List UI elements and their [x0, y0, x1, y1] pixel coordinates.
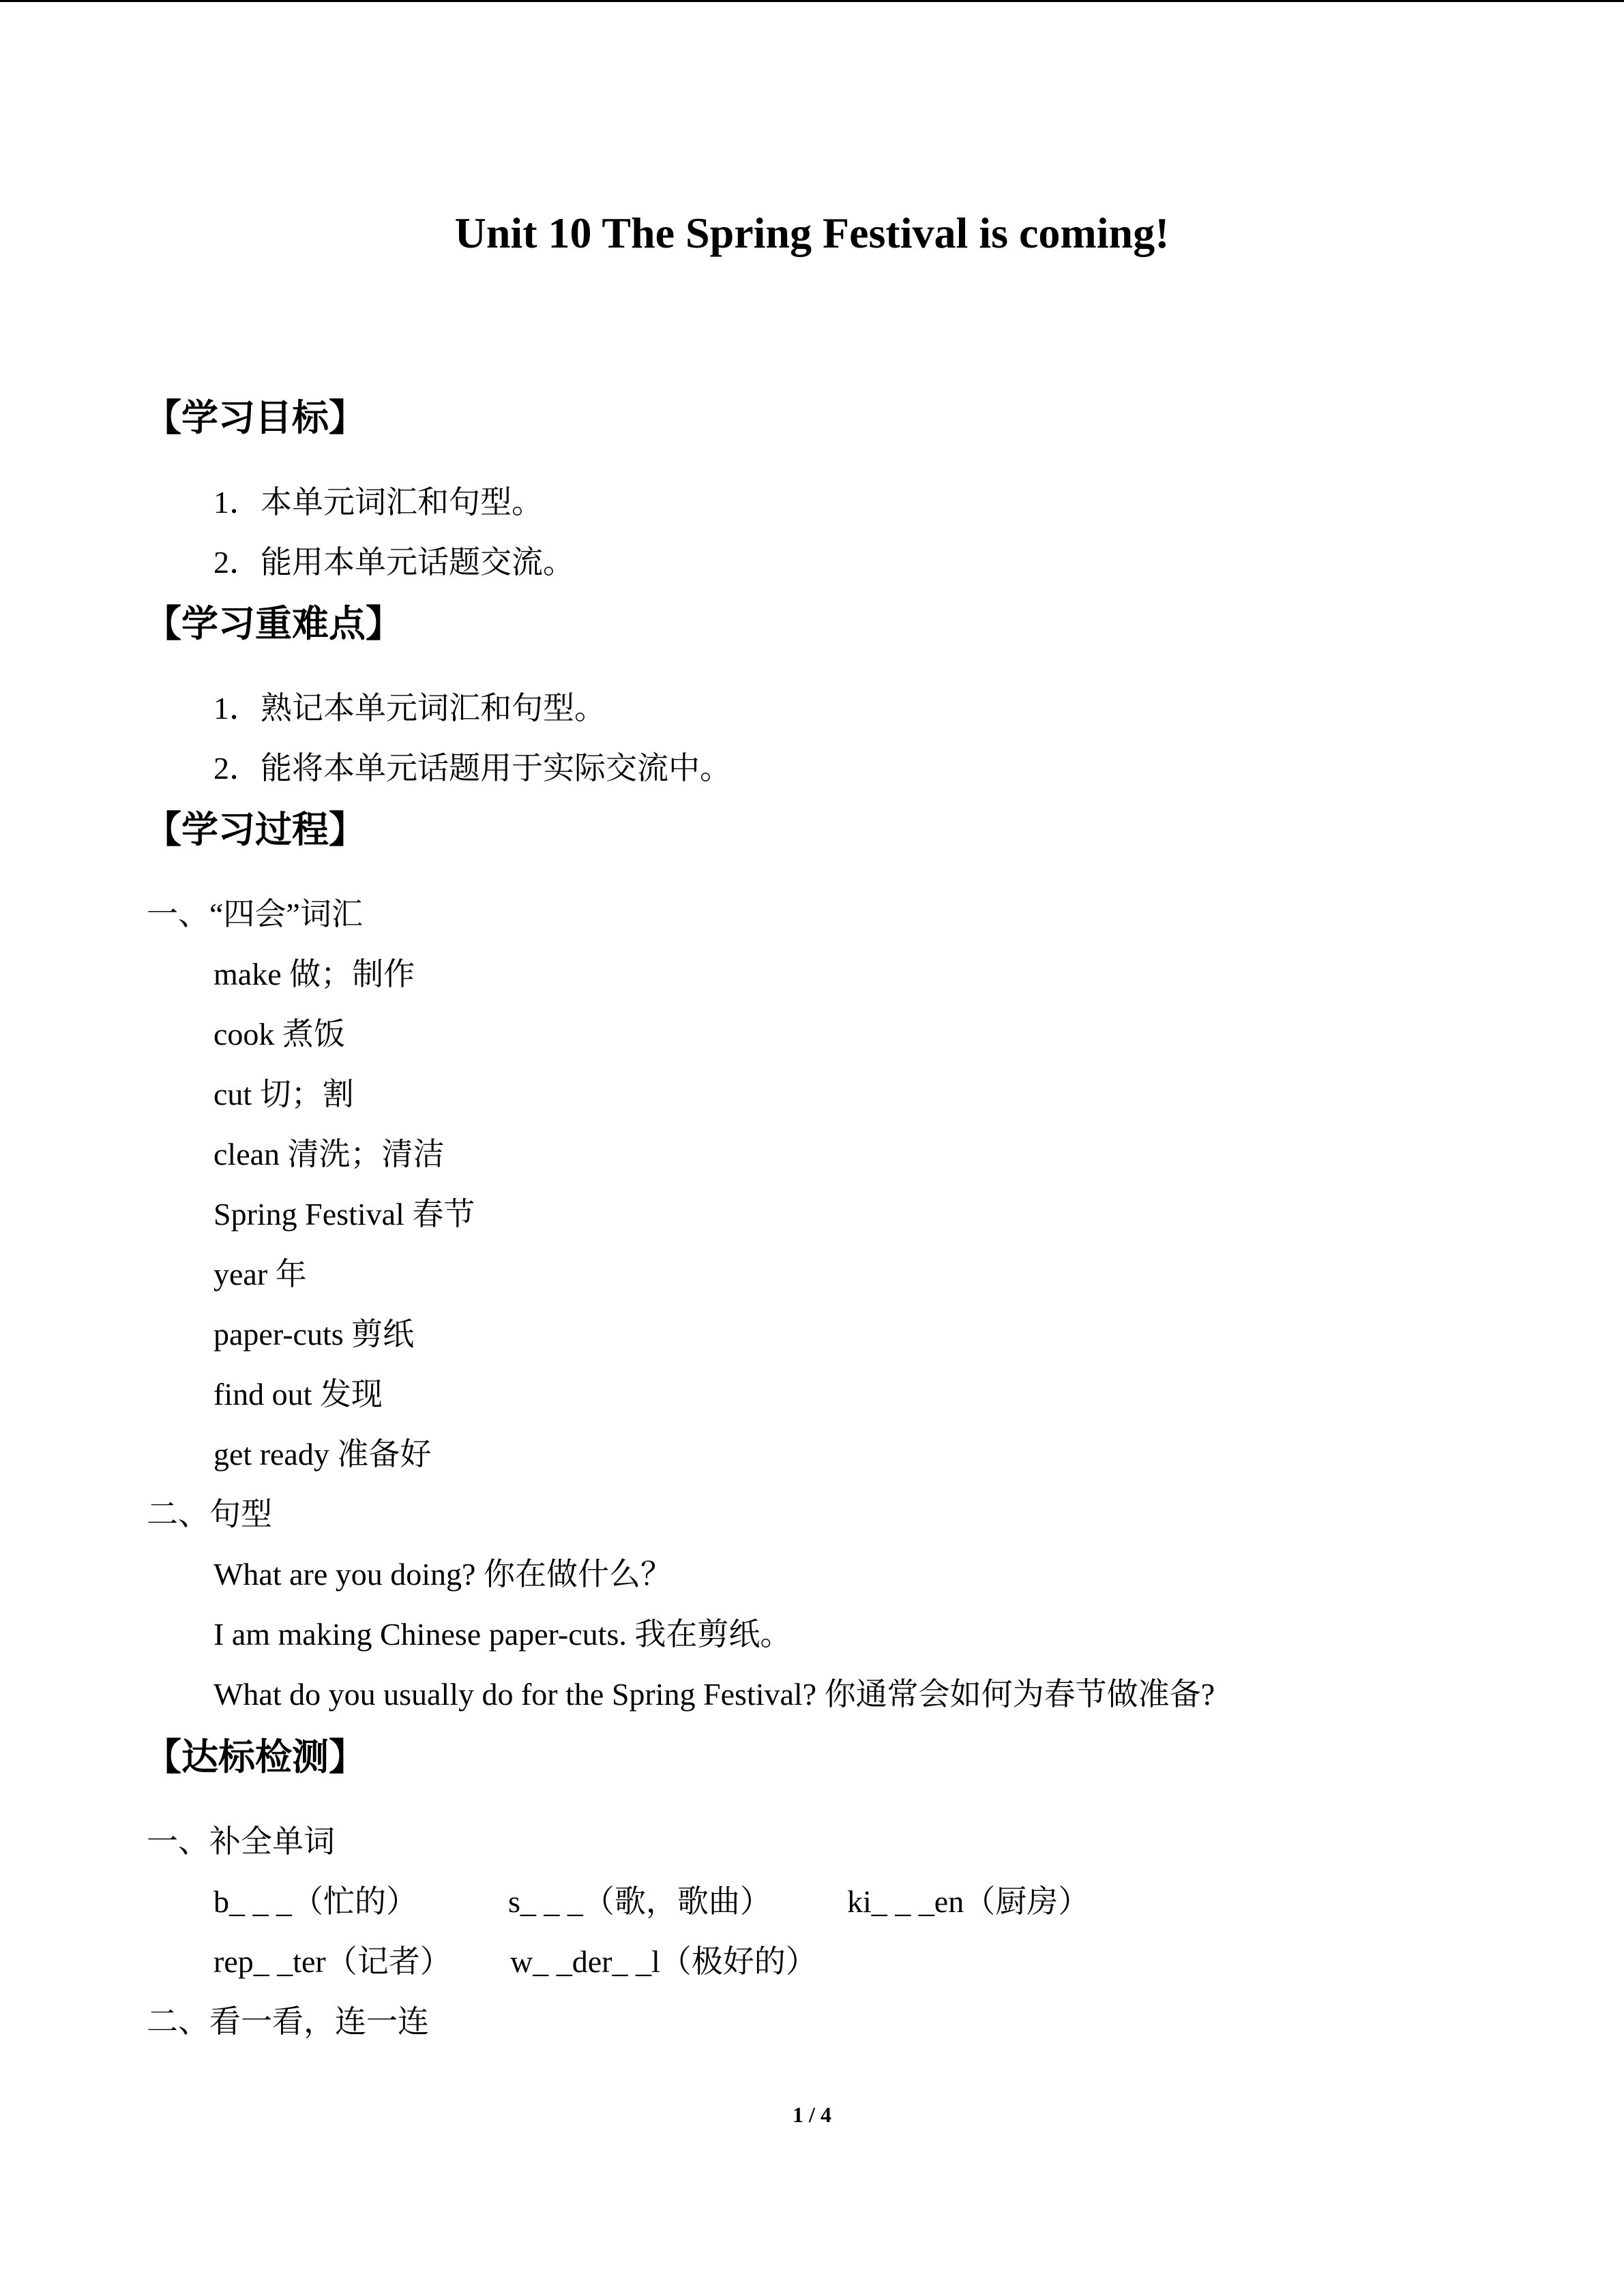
- sentence-item: I am making Chinese paper-cuts. 我在剪纸。: [213, 1617, 792, 1652]
- page-top-border: [0, 0, 1624, 2]
- vocab-item: clean 清洗；清洁: [213, 1137, 445, 1172]
- fill-subtitle: 一、补全单词: [147, 1824, 335, 1859]
- section-heading-test: 【达标检测】: [145, 1735, 366, 1778]
- vocab-subtitle: 一、“四会”词汇: [147, 897, 363, 931]
- vocab-item: Spring Festival 春节: [213, 1197, 475, 1232]
- vocab-item: year 年: [213, 1257, 307, 1292]
- page-number: 1 / 4: [793, 2102, 831, 2127]
- section-heading-process: 【学习过程】: [145, 808, 366, 851]
- fill-word: ki_ _ _en（厨房）: [847, 1884, 1090, 1919]
- fill-word: rep_ _ter（记者）: [213, 1944, 452, 1979]
- vocab-item: get ready 准备好: [213, 1437, 432, 1472]
- section-heading-objectives: 【学习目标】: [145, 396, 366, 439]
- key-point-item: 1．熟记本单元词汇和句型。: [213, 691, 606, 726]
- sentence-item: What are you doing? 你在做什么？: [213, 1557, 672, 1592]
- document-title: Unit 10 The Spring Festival is coming!: [454, 209, 1170, 257]
- section-heading-key-points: 【学习重难点】: [145, 602, 402, 645]
- fill-word: b_ _ _（忙的）: [213, 1884, 417, 1919]
- fill-word: s_ _ _（歌，歌曲）: [508, 1884, 771, 1919]
- vocab-item: cook 煮饭: [213, 1017, 345, 1052]
- vocab-item: make 做；制作: [213, 957, 415, 992]
- match-subtitle: 二、看一看，连一连: [147, 2004, 429, 2039]
- key-point-item: 2．能将本单元话题用于实际交流中。: [213, 751, 731, 786]
- sentence-item: What do you usually do for the Spring Festival? 你通常会如何为春节做准备?: [213, 1677, 1215, 1712]
- objective-item: 1．本单元词汇和句型。: [213, 485, 543, 520]
- sentence-subtitle: 二、句型: [147, 1497, 272, 1532]
- vocab-item: paper-cuts 剪纸: [213, 1317, 415, 1352]
- objective-item: 2．能用本单元话题交流。: [213, 545, 574, 580]
- vocab-item: cut 切；割: [213, 1077, 354, 1112]
- vocab-item: find out 发现: [213, 1377, 383, 1412]
- fill-word: w_ _der_ _l（极好的）: [510, 1944, 817, 1979]
